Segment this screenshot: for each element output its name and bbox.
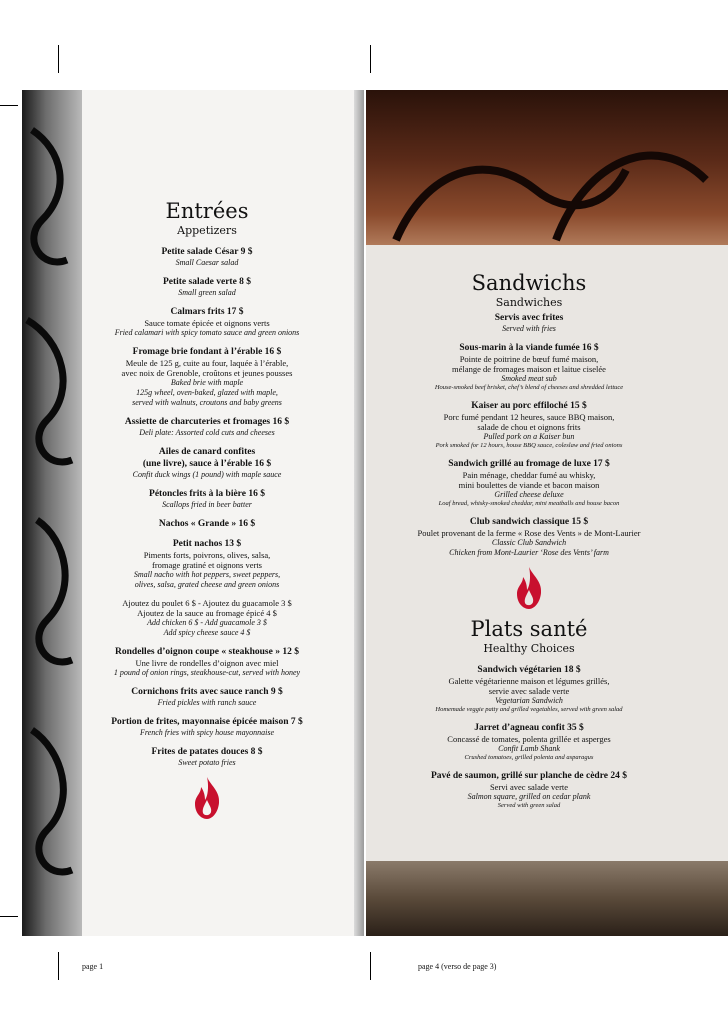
item-title: Portion de frites, mayonnaise épicée maison 7 $ <box>111 717 303 727</box>
item-description: Piments forts, poivrons, olives, salsa, <box>143 550 271 560</box>
item-translation: Small nacho with hot peppers, sweet peppers, <box>133 570 281 579</box>
menu-item <box>82 598 332 638</box>
item-translation: Grilled cheese deluxe <box>494 490 564 499</box>
menu-item <box>82 416 332 438</box>
item-translation: Served with green salad <box>497 802 561 809</box>
healthy-title: Plats santé <box>470 617 588 641</box>
menu-item <box>366 664 692 714</box>
item-description: Ajoutez de la sauce au fromage épicé 4 $ <box>137 608 277 618</box>
item-title: Ailes de canard confites <box>158 447 256 457</box>
item-title: Sous-marin à la viande fumée 16 $ <box>459 343 599 353</box>
item-translation: French fries with spicy house mayonnaise <box>139 728 275 737</box>
item-translation: Scallops fried in beer batter <box>162 500 252 509</box>
intro-title: Servis avec frites <box>494 313 564 323</box>
wrought-iron-decoration <box>22 90 82 936</box>
item-translation: House-smoked beef brisket, chef’s blend of cheeses and shredded lettuce <box>434 384 624 391</box>
sandwichs-title: Sandwichs <box>471 271 587 295</box>
item-title: Calmars frits 17 $ <box>170 307 244 317</box>
item-translation: Confit duck wings (1 pound) with maple sauce <box>132 470 282 479</box>
item-translation: Chicken from Mont-Laurier ‘Rose des Vents’ farm <box>449 548 609 557</box>
menu-item <box>366 722 692 762</box>
item-translation: Add spicy cheese sauce 4 $ <box>163 628 251 637</box>
item-description: Pain ménage, cheddar fumé au whisky, <box>462 470 596 480</box>
crop-mark <box>0 916 18 917</box>
item-description: Poulet provenant de la ferme « Rose des Vents » de Mont-Laurier <box>417 528 641 538</box>
right-footer-photo <box>366 861 728 936</box>
item-description: Galette végétarienne maison et légumes grillés, <box>448 676 610 686</box>
item-title: Jarret d’agneau confit 35 $ <box>474 723 584 733</box>
menu-item <box>366 770 692 810</box>
item-translation: Vegetarian Sandwich <box>495 696 563 705</box>
menu-item <box>366 516 692 558</box>
sandwichs-list <box>366 342 692 558</box>
item-description: Servi avec salade verte <box>489 782 569 792</box>
item-title: Frites de patates douces 8 $ <box>151 747 263 757</box>
item-translation: 125g wheel, oven-baked, glazed with maple, <box>136 388 278 397</box>
item-description: mélange de fromages maison et laitue ciselée <box>452 364 606 374</box>
item-description: Meule de 125 g, cuite au four, laquée à l’érable, <box>125 358 289 368</box>
item-translation: olives, salsa, grated cheese and green onions <box>134 580 280 589</box>
item-translation: Classic Club Sandwich <box>491 538 567 547</box>
menu-item <box>82 446 332 480</box>
entrees-subtitle: Appetizers <box>177 224 237 237</box>
item-translation: Fried calamari with spicy tomato sauce and green onions <box>114 328 300 337</box>
sandwichs-subtitle: Sandwiches <box>495 296 563 309</box>
menu-item <box>82 646 332 678</box>
item-description: Pointe de poitrine de bœuf fumé maison, <box>459 354 599 364</box>
item-translation: served with walnuts, croutons and baby greens <box>132 398 282 407</box>
menu-item <box>82 716 332 738</box>
flame-icon <box>515 566 543 610</box>
page-number-left: page 1 <box>82 962 104 971</box>
item-title: Assiette de charcuteries et fromages 16 $ <box>124 417 290 427</box>
item-title: Petite salade César 9 $ <box>161 247 253 257</box>
item-description: servie avec salade verte <box>488 686 570 696</box>
item-title: (une livre), sauce à l’érable 16 $ <box>142 459 272 469</box>
flame-icon <box>193 776 221 820</box>
item-description: Une livre de rondelles d’oignon avec miel <box>135 658 279 668</box>
item-translation: Baked brie with maple <box>170 378 244 387</box>
healthy-list <box>366 664 692 810</box>
item-title: Petite salade verte 8 $ <box>162 277 252 287</box>
item-translation: Loaf bread, whisky-smoked cheddar, mini meatballs and house bacon <box>438 500 620 507</box>
crop-mark <box>58 952 59 980</box>
item-title: Club sandwich classique 15 $ <box>469 517 589 527</box>
panel-edge <box>354 90 364 936</box>
item-translation: Salmon square, grilled on cedar plank <box>467 792 591 801</box>
item-title: Pétoncles frits à la bière 16 $ <box>149 489 265 499</box>
item-title: Pavé de saumon, grillé sur planche de cèdre 24 $ <box>431 771 627 781</box>
item-description: fromage gratiné et oignons verts <box>152 560 262 570</box>
menu-item <box>82 518 332 530</box>
menu-item <box>82 276 332 298</box>
menu-item <box>82 746 332 768</box>
item-description: Sauce tomate épicée et oignons verts <box>144 318 270 328</box>
item-translation: Smoked meat sub <box>501 374 557 383</box>
menu-item <box>82 488 332 510</box>
entrees-title: Entrées <box>165 199 249 223</box>
item-translation: Deli plate: Assorted cold cuts and cheeses <box>139 428 275 437</box>
menu-item <box>82 538 332 590</box>
item-translation: Small green salad <box>178 288 236 297</box>
item-description: salade de chou et oignons frits <box>477 422 581 432</box>
item-translation: Sweet potato fries <box>178 758 236 767</box>
item-description: Porc fumé pendant 12 heures, sauce BBQ maison, <box>443 412 615 422</box>
item-title: Kaiser au porc effiloché 15 $ <box>471 401 587 411</box>
item-translation: Pork smoked for 12 hours, house BBQ sauce, coleslaw and fried onions <box>435 442 623 449</box>
item-translation: Pulled pork on a Kaiser bun <box>483 432 575 441</box>
sandwichs-column <box>366 270 692 818</box>
item-description: Concassé de tomates, polenta grillée et asperges <box>447 734 611 744</box>
item-translation: 1 pound of onion rings, steakhouse-cut, served with honey <box>113 668 301 677</box>
item-title: Sandwich grillé au fromage de luxe 17 $ <box>448 459 610 469</box>
page-number-right: page 4 (verso de page 3) <box>418 962 497 971</box>
crop-mark <box>370 952 371 980</box>
item-title: Sandwich végétarien 18 $ <box>477 665 581 675</box>
item-translation: Small Caesar salad <box>175 258 239 267</box>
item-title: Cornichons frits avec sauce ranch 9 $ <box>131 687 283 697</box>
crop-mark <box>0 105 18 106</box>
item-description: Ajoutez du poulet 6 $ - Ajoutez du guacamole 3 $ <box>122 598 292 608</box>
item-translation: Confit Lamb Shank <box>498 744 560 753</box>
item-title: Petit nachos 13 $ <box>172 539 242 549</box>
menu-item <box>82 246 332 268</box>
item-translation: Add chicken 6 $ - Add guacamole 3 $ <box>147 618 267 627</box>
ironwork-photo-icon <box>366 90 728 245</box>
item-description: mini boulettes de viande et bacon maison <box>458 480 600 490</box>
entrees-column <box>82 198 332 826</box>
menu-item <box>82 306 332 338</box>
menu-item <box>366 400 692 450</box>
entrees-list <box>82 246 332 768</box>
crop-mark <box>370 45 371 73</box>
menu-item <box>366 458 692 508</box>
scroll-ornament-icon <box>22 90 82 936</box>
menu-item <box>366 342 692 392</box>
item-title: Nachos « Grande » 16 $ <box>158 519 256 529</box>
intro-subtitle: Served with fries <box>502 324 556 333</box>
item-translation: Crushed tomatoes, grilled polenta and asparagus <box>464 754 594 761</box>
sandwichs-intro <box>366 312 692 334</box>
item-title: Rondelles d’oignon coupe « steakhouse » 12 $ <box>115 647 299 657</box>
item-description: avec noix de Grenoble, croûtons et jeunes pousses <box>121 368 293 378</box>
crop-mark <box>58 45 59 73</box>
item-translation: Homemade veggie patty and grilled vegetables, served with green salad <box>435 706 623 713</box>
menu-item <box>82 686 332 708</box>
healthy-subtitle: Healthy Choices <box>483 642 575 655</box>
item-title: Fromage brie fondant à l’érable 16 $ <box>132 347 282 357</box>
item-translation: Fried pickles with ranch sauce <box>157 698 257 707</box>
right-header-photo <box>366 90 728 245</box>
menu-item <box>82 346 332 408</box>
